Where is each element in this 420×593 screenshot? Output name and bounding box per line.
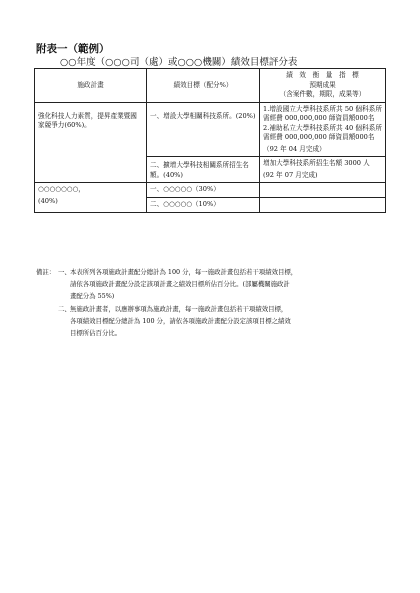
deadline-text: （92 年 04 月完成） — [263, 144, 326, 153]
measure-item: 2.補助私立大學科技系所共 40 個科系所需經費 000,000,000 師資員額000名 — [263, 123, 382, 142]
plan-weight: (40%) — [38, 197, 58, 206]
measure-cell — [260, 102, 386, 157]
measure-item: 1.增設國立大學科技系所共 50 個科系所需經費 000,000,000 師資員額000名 — [263, 104, 382, 123]
measure-cell-empty — [260, 198, 386, 213]
table-header-row — [35, 69, 386, 103]
goal-cell: 一、增設大學相關科技系所。(20%) — [147, 102, 260, 157]
goal-cell: 一、○○○○○（30%） — [147, 183, 260, 198]
note-item — [36, 303, 386, 340]
note-item — [36, 266, 386, 303]
heading: 附表一（範例） — [36, 43, 110, 55]
note-text — [70, 266, 386, 303]
notes-label: 備註： — [36, 268, 56, 276]
note-line: 無施政計畫者，以應辦事項為施政計畫，每一施政計畫包括若干項績效目標， — [70, 304, 288, 313]
measure-cell — [260, 157, 386, 183]
measure-item: 增加大學科技系所招生名額 3000 人 — [263, 159, 370, 168]
form-title: ○○年度（○○○司（處）或○○○機關）績效目標評分表 — [60, 57, 298, 68]
goal-cell: 二、擴增大學科技相關系所招生名額。(40%) — [147, 157, 260, 183]
table-row — [35, 183, 386, 198]
header-measure-line1: 績 效 衡 量 指 標 — [286, 71, 359, 79]
deadline-text: (92 年 07 月完成) — [263, 170, 318, 179]
plan-text: ○○○○○○○， — [38, 185, 85, 194]
header-measure — [260, 69, 386, 103]
header-goal: 績效目標（配分%） — [147, 69, 260, 103]
notes — [36, 266, 386, 339]
note-line: 各項績效目標配分總計為 100 分，請依各項施政計畫配分設定該項目標之績效 — [70, 316, 291, 325]
table-row — [35, 102, 386, 157]
header-plan: 施政計畫 — [35, 69, 147, 103]
note-line: 目標所佔百分比。 — [70, 328, 122, 337]
measure-cell-empty — [260, 183, 386, 198]
note-number: 二、 — [58, 304, 71, 313]
note-line: 請依各項施政計畫配分設定該項計畫之績效目標所佔百分比。(部屬機關施政計 — [70, 280, 290, 289]
note-number: 一、 — [58, 268, 71, 276]
header-measure-line3: （含案件數，期限，成果等） — [279, 90, 366, 99]
note-line: 本表所列各項施政計畫配分總計為 100 分，每一施政計畫包括若干項績效目標， — [70, 268, 298, 276]
header-measure-line2: 預期成果 — [309, 80, 336, 89]
goal-cell: 二、○○○○○（10%） — [147, 198, 260, 213]
plan-cell — [35, 183, 147, 212]
plan-cell: 強化科技人力素質，提昇產業暨國家競爭力(60%)。 — [35, 102, 147, 183]
score-table — [34, 68, 386, 213]
note-text — [70, 303, 386, 340]
note-line: 畫配分為 55%) — [70, 292, 115, 301]
